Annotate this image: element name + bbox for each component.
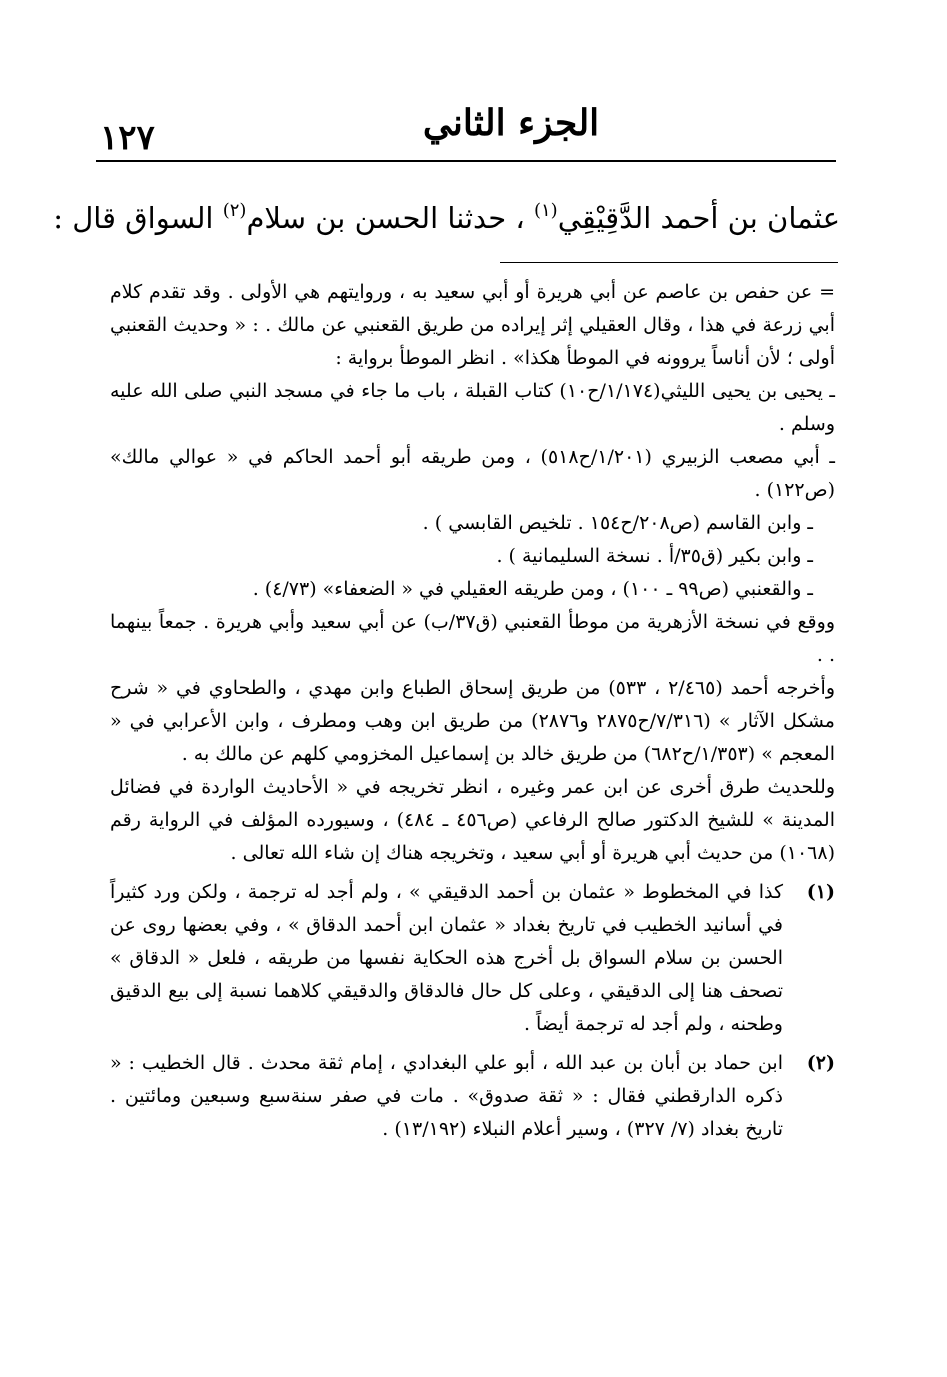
footnote-number: (١): [806, 881, 835, 903]
note-paragraph: ـ والقعنبي (ص٩٩ ـ ١٠٠) ، ومن طريقه العقيلي في « الضعفاء» (٤/٧٣) .: [252, 578, 813, 600]
note-paragraph: ـ وابن بكير (ق٣٥/أ . نسخة السليمانية ) .: [496, 545, 813, 567]
notes-rule: [500, 262, 838, 263]
footnote-text: ابن حماد بن أبان بن عبد الله ، أبو علي البغدادي ، إمام ثقة محدث . قال الخطيب : « ذكره الدارقطني فقال : « ثقة صدوق» . مات في صفر سنةسبع وسبعين ومائتين . تاريخ بغداد (٧/ ٣٢٧) ، وسير أعلام النبلاء (١٣/١٩٢) .: [110, 1052, 783, 1140]
note-paragraph: ـ وابن القاسم (ص٢٠٨/ح١٥٤ . تلخيص القابسي ) .: [422, 512, 813, 534]
footnote-ref: (١): [533, 200, 558, 221]
running-head: الجزء الثاني: [422, 102, 600, 144]
main-text-part: ، حدثنا الحسن بن سلام: [246, 201, 525, 235]
footnote: [110, 876, 835, 1041]
main-text: [53, 180, 840, 249]
footnote: [110, 1047, 835, 1146]
note-paragraph: ـ يحيى بن يحيى الليثي(١/١٧٤/ح١٠) كتاب القبلة ، باب ما جاء في مسجد النبي صلى الله عليه وسلم .: [110, 380, 835, 435]
note-paragraph: ووقع في نسخة الأزهرية من موطأ القعنبي (ق٣٧/ب) عن أبي سعيد وأبي هريرة . جمعاً بينهما . .: [110, 611, 835, 666]
note-paragraph: وأخرجه أحمد (٢/٤٦٥ ، ٥٣٣) من طريق إسحاق الطباع وابن مهدي ، والطحاوي في « شرح مشكل الآثار » (٧/٣١٦/ح٢٨٧٥ و٢٨٧٦) من طريق ابن وهب ومطرف ، وابن الأعرابي في « المعجم » (١/٣٥٣/ح٦٨٢) من طريق خالد بن إسماعيل المخزومي كلهم عن مالك به .: [110, 677, 835, 765]
note-paragraph: = عن حفص بن عاصم عن أبي هريرة أو أبي سعيد به ، وروايتهم هي الأولى . وقد تقدم كلام أبي زرعة في هذا ، وقال العقيلي إثر إيراده من طريق القعنبي عن مالك . : « وحديث القعنبي أولى ؛ لأن أناساً يروونه في الموطأ هكذا» . انظر الموطأ برواية :: [110, 281, 836, 369]
note-paragraph: وللحديث طرق أخرى عن ابن عمر وغيره ، انظر تخريجه في « الأحاديث الواردة في فضائل المدينة » للشيخ الدكتور صالح الرفاعي (ص٤٥٦ ـ ٤٨٤) ، وسيورده المؤلف في الرواية رقم (١٠٦٨) من حديث أبي هريرة أو أبي سعيد ، وتخريجه هناك إن شاء الله تعالى .: [110, 776, 835, 864]
page-number: ١٢٧: [100, 118, 155, 158]
footnote-text: كذا في المخطوط « عثمان بن أحمد الدقيقي » ، ولم أجد له ترجمة ، ولكن ورد كثيراً في أسانيد الخطيب في تاريخ بغداد « عثمان ابن أحمد الدقاق » ، وفي بعضها روى عن الحسن بن سلام السواق بل أخرج هذه الحكاية نفسها من طريقه ، فلعل « الدقاق » تصحف هنا إلى الدقيقي ، وعلى كل حال فالدقاق والدقيقي كلاهما نسبة إلى بيع الدقيق وطحنه ، ولم أجد له ترجمة أيضاً .: [110, 881, 783, 1035]
notes-section: [110, 276, 835, 1146]
main-text-part: السواق قال :: [53, 201, 214, 235]
page-header: [96, 100, 836, 162]
note-paragraph: ـ أبي مصعب الزبيري (١/٢٠١/ح٥١٨) ، ومن طريقه أبو أحمد الحاكم في « عوالي مالك» (ص١٢٢) .: [110, 446, 835, 501]
main-text-part: عثمان بن أحمد الدَّقِيْقِي: [557, 201, 840, 235]
header-rule: [96, 160, 836, 162]
footnote-ref: (٢): [222, 200, 247, 221]
footnote-number: (٢): [806, 1052, 835, 1074]
